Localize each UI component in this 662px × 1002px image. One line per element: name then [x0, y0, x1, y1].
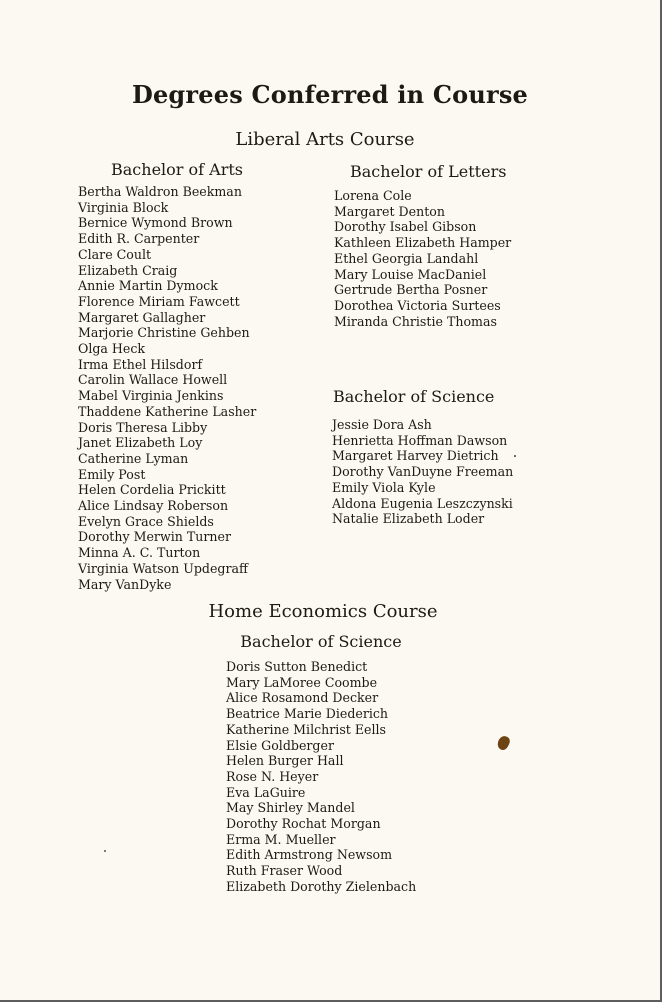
graduate-name: Miranda Christie Thomas — [334, 313, 497, 329]
graduate-name: Doris Theresa Libby — [78, 419, 208, 435]
graduate-name: Katherine Milchrist Eells — [226, 721, 387, 737]
graduate-name: Thaddene Katherine Lasher — [78, 403, 257, 419]
graduate-name: Mabel Virginia Jenkins — [78, 388, 224, 404]
graduate-name: Aldona Eugenia Leszczynski — [332, 495, 513, 511]
graduate-name: Mary LaMoree Coombe — [226, 674, 378, 690]
home-economics-course-heading: Home Economics Course — [208, 601, 438, 622]
graduate-name: Lorena Cole — [334, 188, 412, 203]
graduate-name: Alice Lindsay Roberson — [78, 498, 229, 514]
graduate-name: Catherine Lyman — [78, 450, 189, 466]
graduate-name: Helen Cordelia Prickitt — [78, 482, 226, 498]
graduate-name: Evelyn Grace Shields — [78, 513, 214, 529]
graduate-name: Emily Viola Kyle — [332, 479, 436, 495]
graduate-name: Elsie Goldberger — [226, 737, 334, 753]
page-title: Degrees Conferred in Course — [131, 80, 529, 109]
paper-speck — [514, 455, 516, 457]
graduate-name: Doris Sutton Benedict — [226, 659, 368, 674]
graduate-name: Helen Burger Hall — [226, 753, 344, 769]
graduate-name: Florence Miriam Fawcett — [78, 293, 240, 309]
home-economics-bachelor-of-science-list — [226, 659, 416, 895]
graduate-name: Natalie Elizabeth Loder — [332, 511, 485, 527]
graduate-name: Ruth Fraser Wood — [226, 863, 343, 879]
graduate-name: Mary Louise MacDaniel — [334, 266, 487, 282]
graduate-name: Bertha Waldron Beekman — [78, 184, 242, 199]
graduate-name: Olga Heck — [78, 341, 146, 357]
graduate-name: Carolin Wallace Howell — [78, 372, 228, 388]
bachelor-of-arts-heading: Bachelor of Arts — [111, 160, 243, 179]
graduate-name: Elizabeth Craig — [78, 262, 178, 278]
graduate-name: Mary VanDyke — [78, 576, 172, 592]
graduate-name: Clare Coult — [78, 246, 152, 262]
graduate-name: Marjorie Christine Gehben — [78, 325, 250, 341]
graduate-name: Dorothy Merwin Turner — [78, 529, 231, 545]
graduate-name: Emily Post — [78, 466, 146, 482]
graduate-name: Eva LaGuire — [226, 784, 306, 800]
graduate-name: Ethel Georgia Landahl — [334, 250, 479, 266]
bachelor-of-letters-list — [334, 188, 511, 329]
bachelor-of-letters-heading: Bachelor of Letters — [350, 162, 507, 181]
graduate-name: Edith Armstrong Newsom — [226, 847, 393, 863]
liberal-arts-bachelor-of-science-heading: Bachelor of Science — [333, 387, 495, 406]
graduate-name: Erma M. Mueller — [226, 831, 336, 847]
graduate-name: Alice Rosamond Decker — [226, 690, 379, 706]
paper-stain — [496, 734, 512, 751]
graduate-name: Annie Martin Dymock — [78, 278, 218, 294]
graduate-name: Dorothy VanDuyne Freeman — [332, 464, 514, 480]
graduate-name: Bernice Wymond Brown — [78, 215, 233, 231]
graduate-name: Virginia Block — [78, 199, 169, 215]
graduate-name: Dorothy Isabel Gibson — [334, 219, 477, 235]
graduate-name: Margaret Denton — [334, 203, 445, 219]
graduate-name: Margaret Gallagher — [78, 309, 206, 325]
graduate-name: Gertrude Bertha Posner — [334, 282, 488, 298]
liberal-arts-bachelor-of-science-list — [332, 417, 513, 527]
graduate-name: Beatrice Marie Diederich — [226, 706, 389, 722]
graduate-name: Edith R. Carpenter — [78, 231, 200, 247]
graduate-name: Jessie Dora Ash — [332, 417, 432, 432]
graduate-name: May Shirley Mandel — [226, 800, 355, 816]
graduate-name: Dorothea Victoria Surtees — [334, 297, 501, 313]
graduate-name: Virginia Watson Updegraff — [78, 560, 248, 576]
home-economics-bachelor-of-science-heading: Bachelor of Science — [240, 632, 402, 651]
bachelor-of-arts-list — [78, 184, 256, 592]
graduate-name: Janet Elizabeth Loy — [78, 435, 203, 451]
paper-speck — [104, 850, 106, 852]
graduate-name: Henrietta Hoffman Dawson — [332, 432, 508, 448]
graduate-name: Minna A. C. Turton — [78, 545, 201, 561]
graduate-name: Kathleen Elizabeth Hamper — [334, 235, 512, 251]
liberal-arts-course-heading: Liberal Arts Course — [235, 129, 415, 150]
graduate-name: Elizabeth Dorothy Zielenbach — [226, 878, 417, 894]
graduate-name: Rose N. Heyer — [226, 768, 319, 784]
graduate-name: Irma Ethel Hilsdorf — [78, 356, 203, 372]
graduate-name: Dorothy Rochat Morgan — [226, 816, 381, 832]
graduate-name: Margaret Harvey Dietrich — [332, 448, 499, 464]
